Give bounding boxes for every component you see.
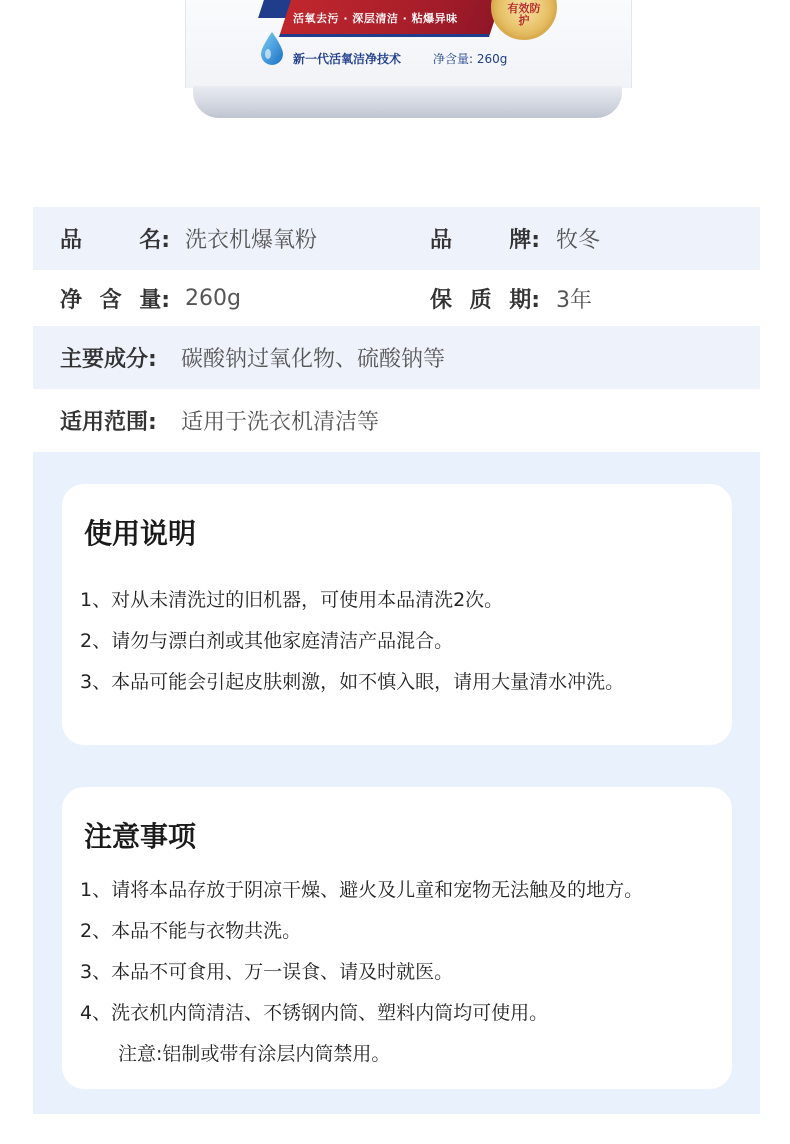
usage-title: 使用说明 [84,517,197,550]
notes-title: 注意事项 [84,820,197,853]
jar-base [193,86,622,118]
net-value: 260g [185,285,241,311]
shelf-label-1: 保 [430,287,453,313]
spec-row-scope [33,389,760,451]
notes-item: 1、请将本品存放于阴凉干燥、避火及儿童和宠物无法触及的地方。 [80,879,644,901]
scope-label: 适用范围: [60,409,157,435]
usage-item: 2、请勿与漂白剂或其他家庭清洁产品混合。 [80,630,454,652]
spec-row-net-shelf [33,270,760,326]
net-label-1: 净 [60,287,83,313]
product-image [185,0,630,120]
shelf-label-2: 质 [469,287,492,313]
name-label-2: 名: [139,228,170,253]
spec-table [33,207,760,451]
brand-label-2: 牌: [509,228,540,253]
ingredients-value: 碳酸钠过氧化物、硫酸钠等 [181,347,446,372]
notes-item: 3、本品不可食用、万一误食、请及时就医。 [80,961,454,983]
net-content-text: 净含量: 260g [433,52,508,66]
seal-text: 有效防护 [507,2,541,27]
net-label [60,270,170,326]
usage-item: 3、本品可能会引起皮肤刺激，如不慎入眼，请用大量清水冲洗。 [80,671,625,693]
notes-card [62,787,732,1089]
water-drop-icon [259,31,285,67]
notes-remark: 注意:铝制或带有涂层内筒禁用。 [118,1043,391,1065]
spec-row-name-brand [33,207,760,270]
shelf-life-value: 3年 [556,287,592,313]
shelf-label-3: 期: [509,287,540,313]
brand-label-1: 品 [430,228,453,253]
net-label-2: 含 [99,287,122,313]
ingredients-label: 主要成分: [60,347,157,372]
notes-item: 2、本品不能与衣物共洗。 [80,920,302,942]
instructions-panel [33,452,760,1114]
name-value: 洗衣机爆氧粉 [185,228,318,253]
usage-item: 1、对从未清洗过的旧机器，可使用本品清洗2次。 [80,589,504,611]
brand-value: 牧冬 [556,228,601,253]
spec-row-ingredients [33,326,760,389]
tech-text: 新一代活氧洁净技术 [293,52,402,66]
shelf-life-label [430,270,540,326]
name-label [60,207,170,270]
net-label-3: 量: [139,287,170,313]
ribbon-text: 活氧去污 · 深层清洁 · 粘爆异味 [293,12,458,25]
notes-item: 4、洗衣机内筒清洁、不锈钢内筒、塑料内筒均可使用。 [80,1002,549,1024]
name-label-1: 品 [60,228,83,253]
usage-card [62,484,732,745]
brand-label [430,207,540,270]
scope-value: 适用于洗衣机清洁等 [181,409,380,435]
